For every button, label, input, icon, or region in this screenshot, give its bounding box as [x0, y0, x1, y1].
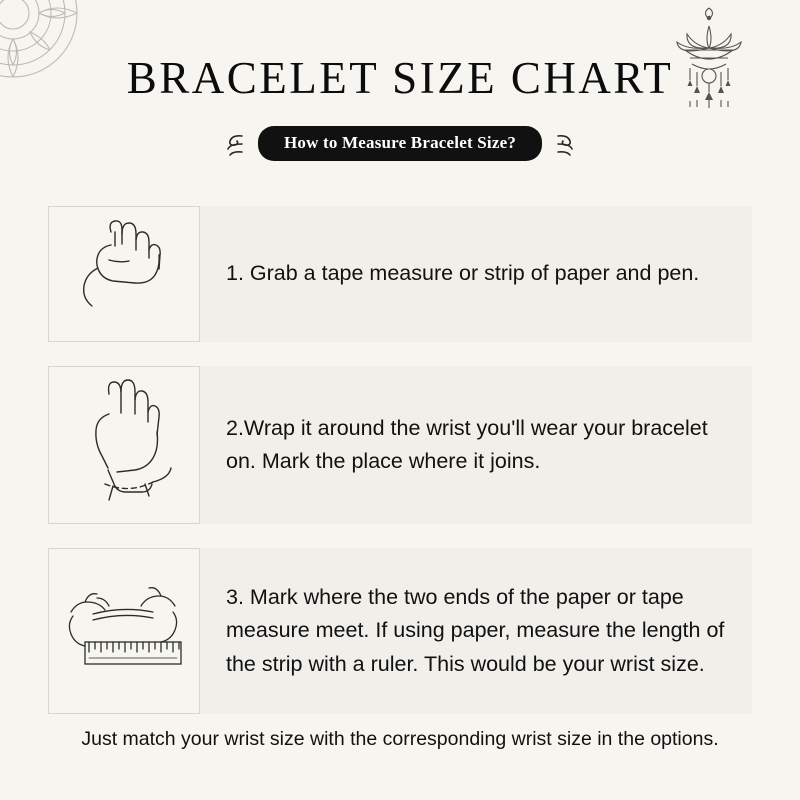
hand-with-tape-measure-icon	[48, 206, 200, 342]
step-text: 2.Wrap it around the wrist you'll wear your bracelet on. Mark the place where it joins.	[226, 415, 708, 473]
hand-wrapping-tape-around-wrist-icon	[48, 366, 200, 524]
step-text: 3. Mark where the two ends of the paper or tape measure meet. If using paper, measure the length of the strip with a ruler. This would be your wrist size.	[226, 585, 725, 676]
step-item	[48, 206, 752, 342]
page-title: BRACELET SIZE CHART	[126, 53, 674, 103]
footer-note: Just match your wrist size with the corresponding wrist size in the options.	[81, 728, 719, 750]
step-item	[48, 548, 752, 714]
hands-measuring-strip-with-ruler-icon	[48, 548, 200, 714]
subtitle-badge: How to Measure Bracelet Size?	[258, 126, 542, 161]
steps-list	[48, 206, 752, 738]
subtitle-row	[0, 126, 800, 161]
step-item	[48, 366, 752, 524]
swirl-flourish-right-icon	[554, 131, 580, 157]
step-text: 1. Grab a tape measure or strip of paper and pen.	[226, 261, 700, 286]
swirl-flourish-left-icon	[220, 131, 246, 157]
